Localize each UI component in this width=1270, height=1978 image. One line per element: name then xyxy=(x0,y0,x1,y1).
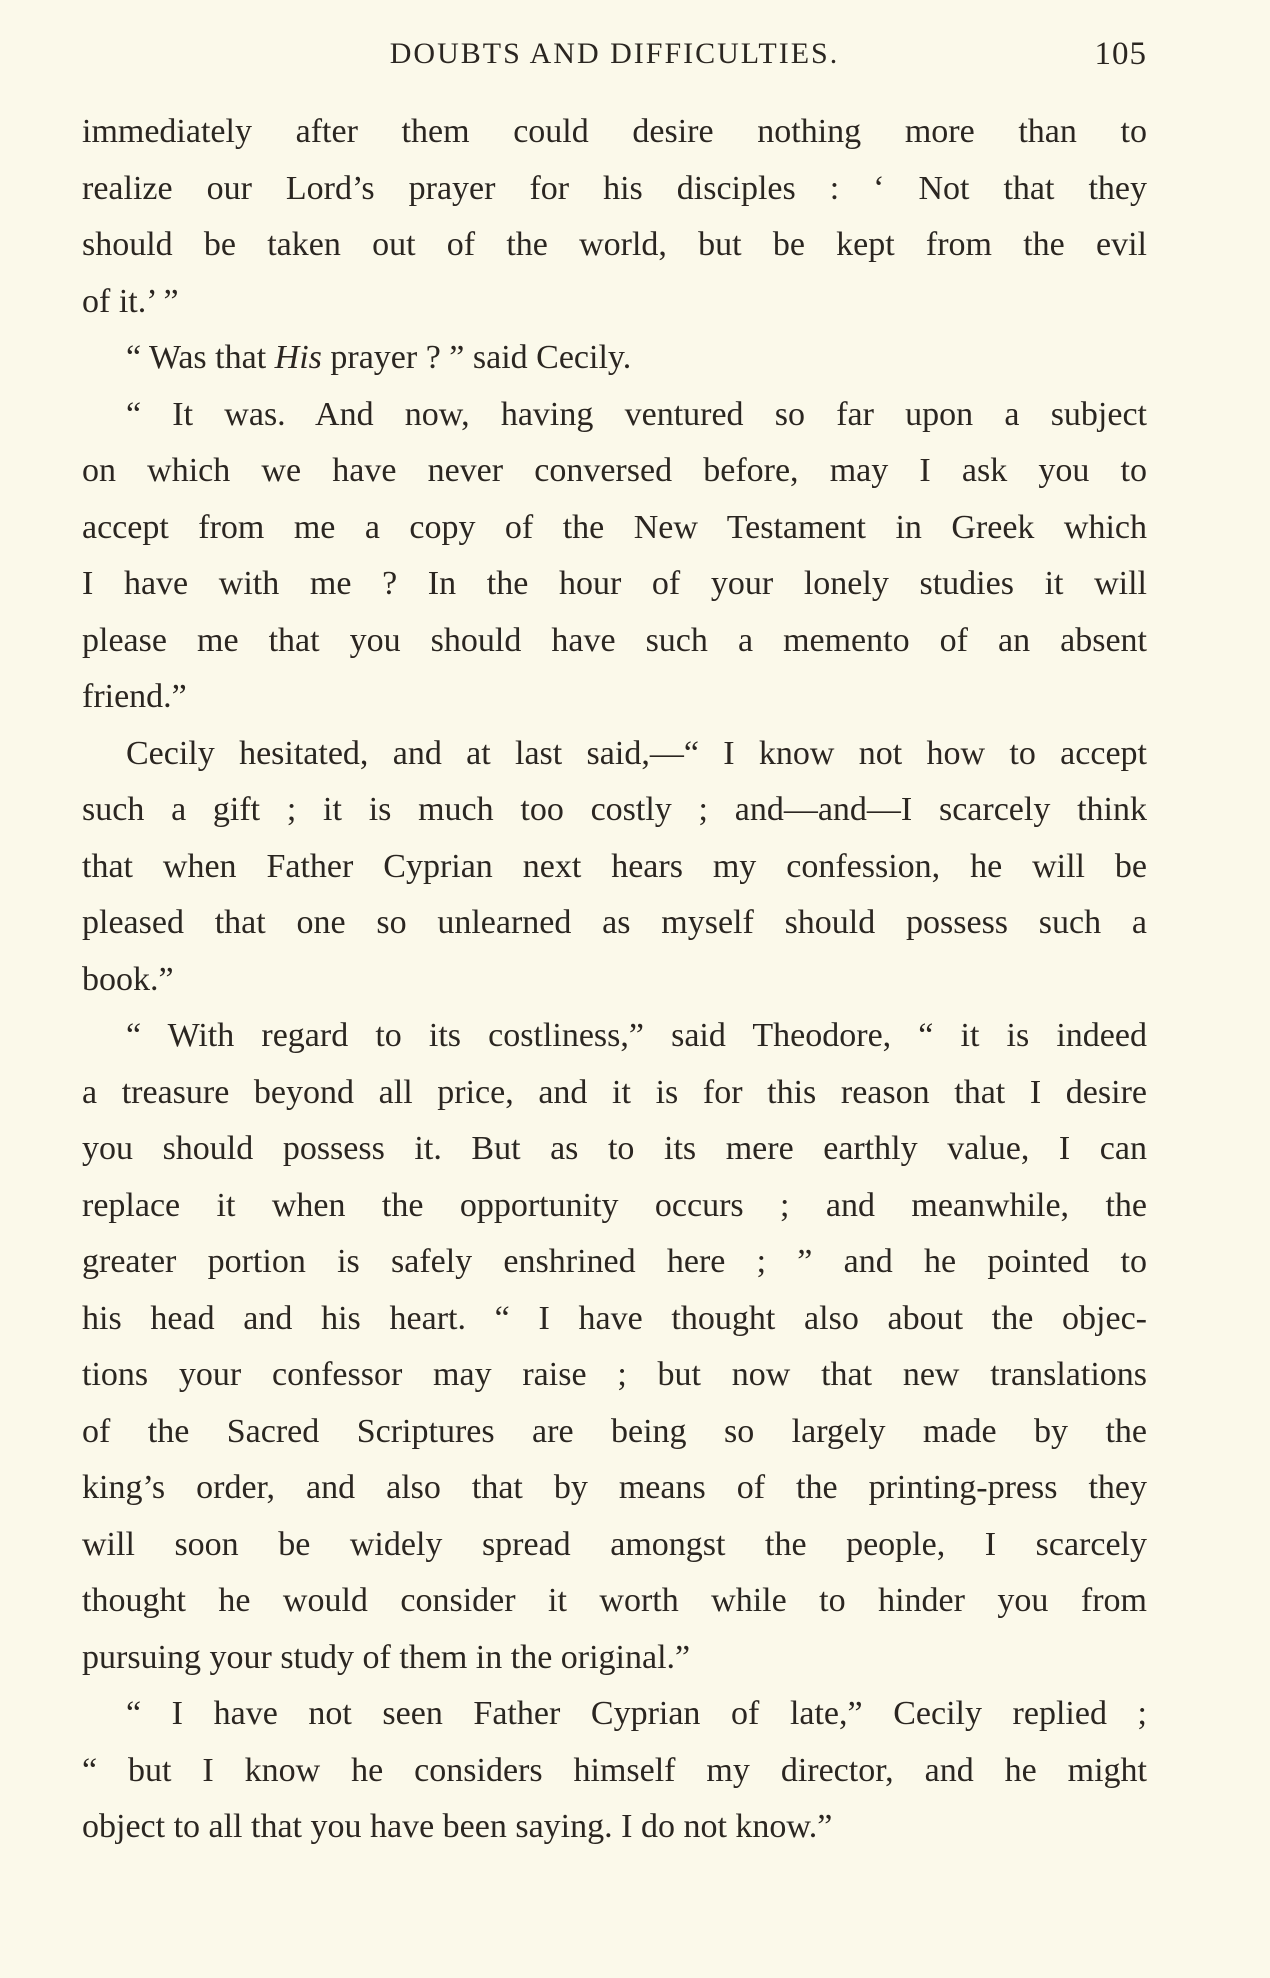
text-line: pleased that one so unlearned as myself should possess such a xyxy=(82,904,1147,941)
text-line: I have with me ? In the hour of your lonely studies it will xyxy=(82,565,1147,602)
page-number: 105 xyxy=(1094,36,1147,72)
text-line: that when Father Cyprian next hears my confession, he will be xyxy=(82,847,1147,885)
text-line: of it.’ ” xyxy=(82,282,179,320)
text-line: object to all that you have been saying. I do not know.” xyxy=(82,1808,833,1845)
text-line: immediately after them could desire nothing more than to xyxy=(82,113,1147,150)
text-line: realize our Lord’s prayer for his disciples : ‘ Not that they xyxy=(82,169,1147,207)
text-line: book.” xyxy=(82,960,174,998)
text-line: his head and his heart. “ I have thought also about the objec- xyxy=(82,1299,1147,1337)
running-head xyxy=(82,30,1147,78)
text-line: replace it when the opportunity occurs ; and meanwhile, the xyxy=(82,1186,1147,1224)
text-line: greater portion is safely enshrined here ; ” and he pointed to xyxy=(82,1243,1147,1280)
text-line: tions your confessor may raise ; but now that new translations xyxy=(82,1356,1147,1393)
text-line: on which we have never conversed before, may I ask you to xyxy=(82,452,1147,489)
line-prefix: “ Was that xyxy=(126,339,275,376)
text-line: king’s order, and also that by means of the printing-press they xyxy=(82,1469,1147,1506)
text-line: “ but I know he considers himself my director, and he might xyxy=(82,1751,1147,1789)
text-line: of the Sacred Scriptures are being so largely made by the xyxy=(82,1412,1147,1450)
text-line xyxy=(82,330,1147,387)
text-line: accept from me a copy of the New Testament in Greek which xyxy=(82,508,1147,546)
text-line: such a gift ; it is much too costly ; and—and—I scarcely think xyxy=(82,791,1147,828)
text-line: please me that you should have such a memento of an absent xyxy=(82,621,1147,659)
text-line: will soon be widely spread amongst the people, I scarcely xyxy=(82,1525,1147,1563)
italic-his: His xyxy=(274,339,322,376)
line-suffix: prayer ? ” said Cecily. xyxy=(321,339,632,376)
text-line: “ I have not seen Father Cyprian of late,” Cecily replied ; xyxy=(126,1695,1147,1732)
text-line: thought he would consider it worth while to hinder you from xyxy=(82,1582,1147,1619)
text-line: a treasure beyond all price, and it is for this reason that I desire xyxy=(82,1073,1147,1111)
text-line: should be taken out of the world, but be kept from the evil xyxy=(82,226,1147,263)
text-line: “ It was. And now, having ventured so far upon a subject xyxy=(126,395,1147,433)
running-title: DOUBTS AND DIFFICULTIES. xyxy=(389,37,840,70)
text-line: friend.” xyxy=(82,678,187,715)
text-line: “ With regard to its costliness,” said Theodore, “ it is indeed xyxy=(126,1017,1147,1054)
text-line: pursuing your study of them in the original.” xyxy=(82,1638,691,1676)
body-text xyxy=(82,104,1147,1856)
text-line: you should possess it. But as to its mere earthly value, I can xyxy=(82,1130,1147,1167)
text-line: Cecily hesitated, and at last said,—“ I know not how to accept xyxy=(126,734,1147,772)
